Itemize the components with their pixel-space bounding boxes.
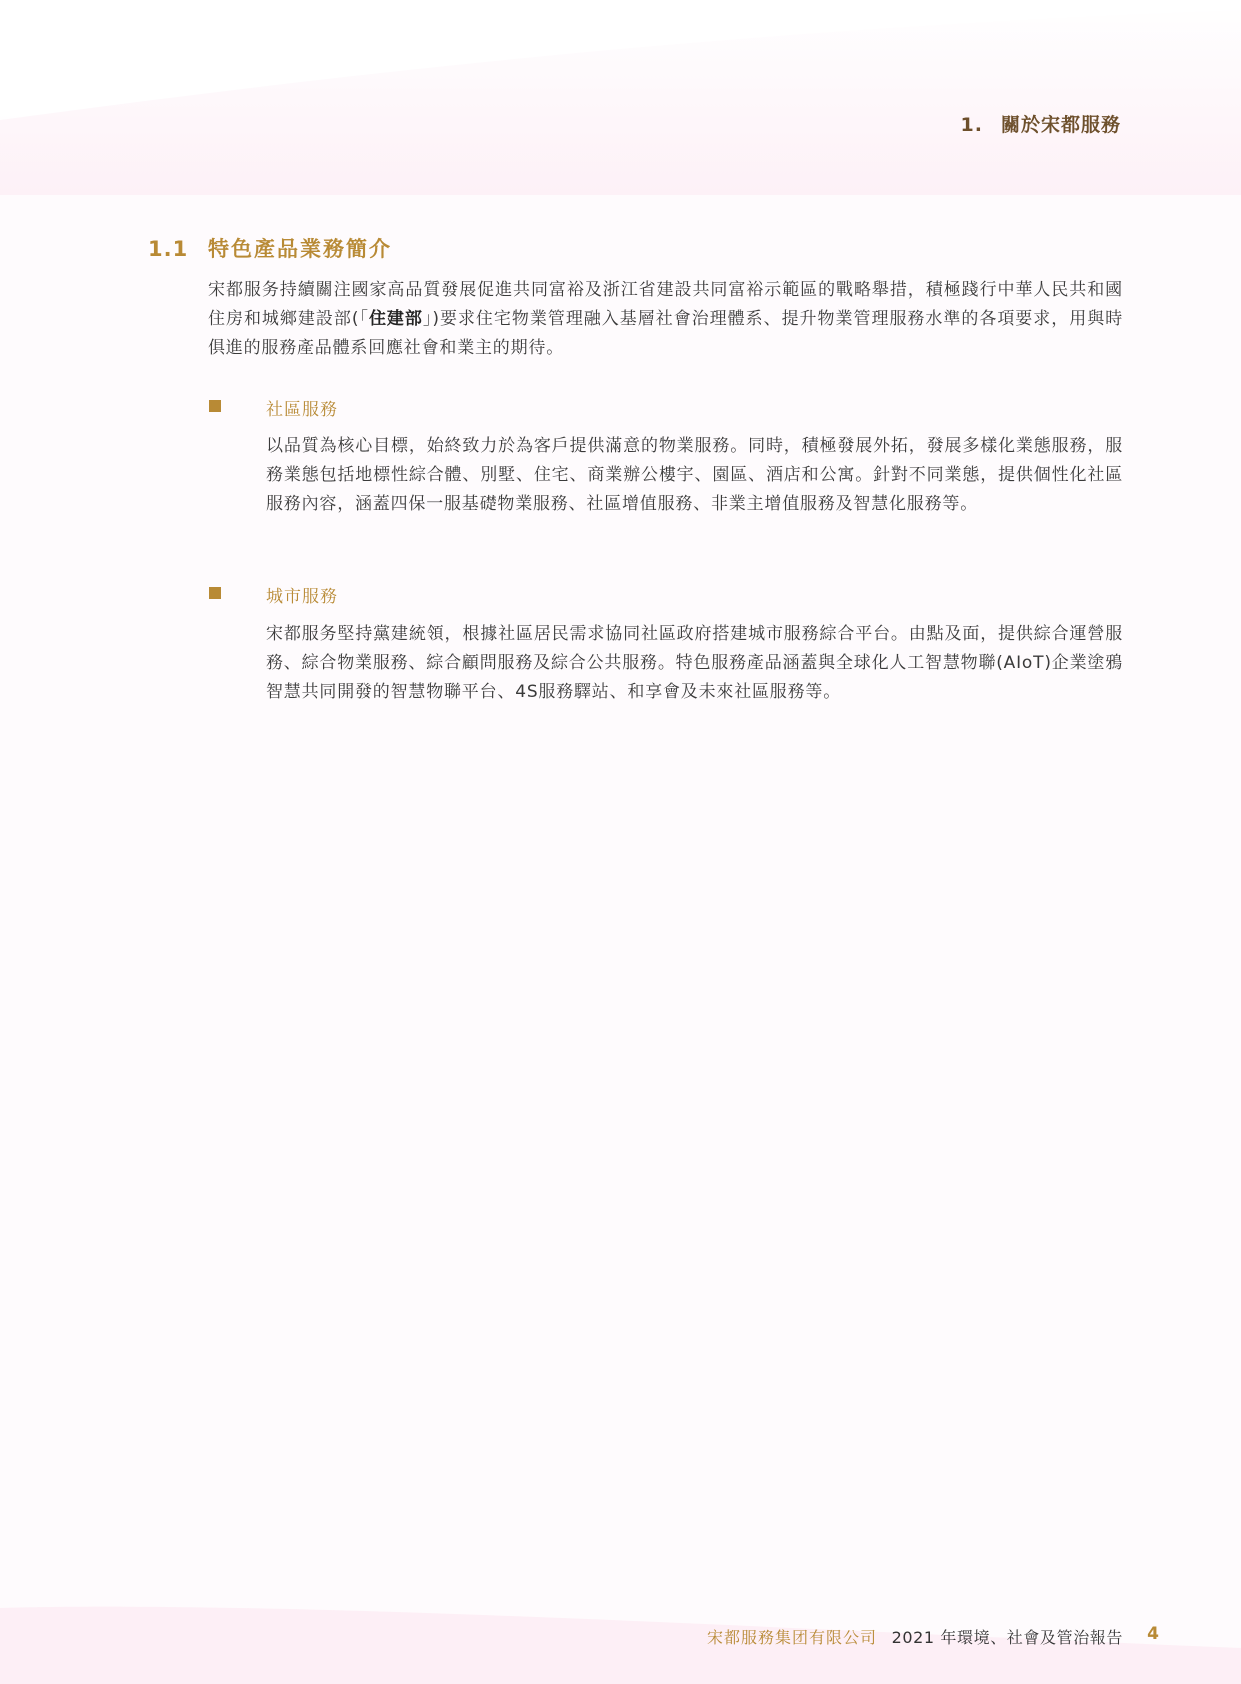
section-title: 關於宋都服務 [1000, 114, 1121, 136]
subsection-heading [148, 233, 392, 263]
intro-text-start: 宋都服务持續關注國家高品質發展促進共同富裕及浙江省建設共同富裕示範區的戰略舉措，積極踐行中華人民共和國住房和城鄉建設部(「 [208, 280, 1123, 329]
header-wave-decoration [0, 0, 1241, 195]
footer-company-name: 宋都服務集团有限公司 [706, 1628, 877, 1647]
section-number: 1. [960, 114, 983, 136]
city-services-paragraph: 宋都服务堅持黨建統領，根據社區居民需求協同社區政府搭建城市服務綜合平台。由點及面，提供綜合運營服務、綜合物業服務、綜合顧問服務及綜合公共服務。特色服務產品涵蓋與全球化人工智慧物聯(AIoT)企業塗鴉智慧共同開發的智慧物聯平台、4S服務驛站、和享會及未來社區服務等。 [266, 624, 1123, 702]
page-footer [0, 1625, 1241, 1655]
community-services-paragraph: 以品質為核心目標，始終致力於為客戶提供滿意的物業服務。同時，積極發展外拓，發展多樣化業態服務，服務業態包括地標性綜合體、別墅、住宅、商業辦公樓宇、園區、酒店和公寓。針對不同業態，提供個性化社區服務內容，涵蓋四保一服基礎物業服務、社區增值服務、非業主增值服務及智慧化服務等。 [266, 436, 1123, 514]
intro-text-end: 」)要求住宅物業管理融入基層社會治理體系、提升物業管理服務水準的各項要求，用與時俱進的服務產品體系回應社會和業主的期待。 [208, 309, 1123, 358]
square-bullet-icon [209, 587, 221, 599]
intro-bold-term: 住建部 [368, 309, 423, 329]
subsection-title: 特色產品業務簡介 [208, 237, 392, 261]
bullet-title: 城市服務 [266, 587, 338, 607]
running-section-header [961, 110, 1121, 137]
footer-report-title: 2021 年環境、社會及管治報告 [891, 1628, 1123, 1647]
square-bullet-icon [209, 400, 221, 412]
page-number: 4 [1147, 1624, 1159, 1644]
subsection-number: 1.1 [148, 237, 189, 261]
bullet-title: 社區服務 [266, 400, 338, 420]
intro-paragraph [208, 276, 1123, 363]
